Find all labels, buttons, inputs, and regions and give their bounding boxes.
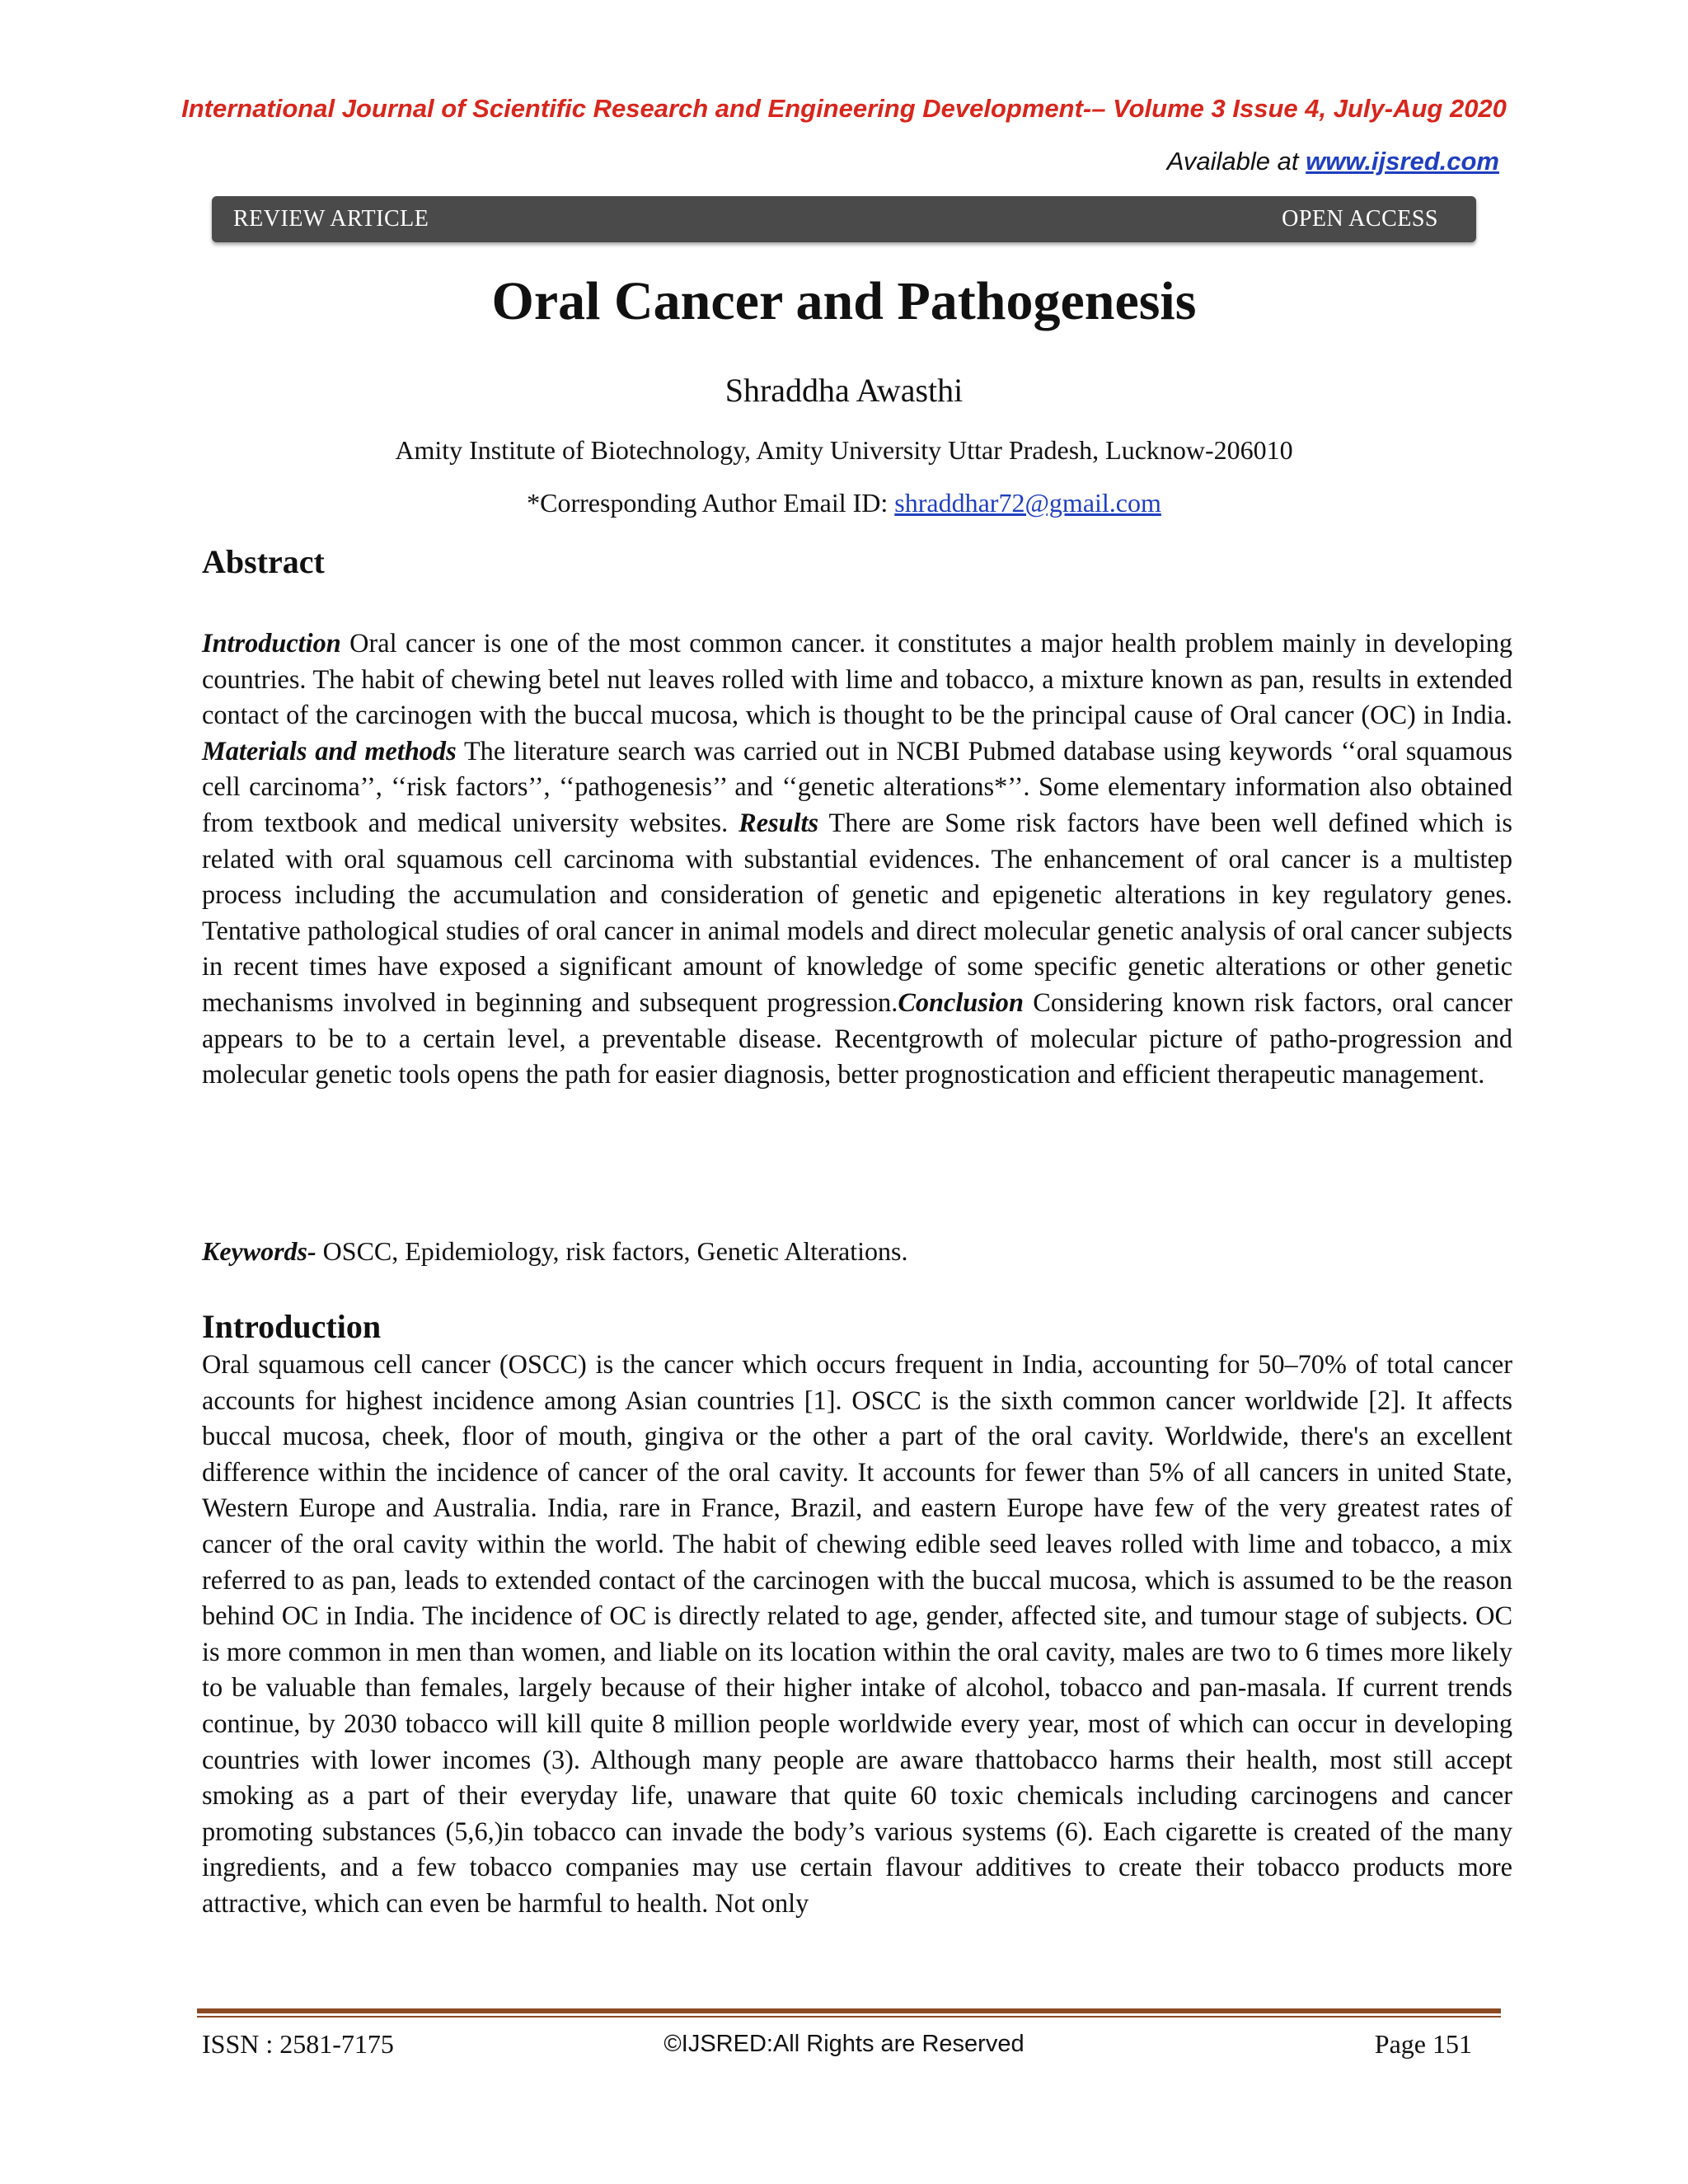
available-prefix: Available at [1166,147,1306,176]
abstract-results-label: Results [738,807,819,837]
abstract-conclusion-text: Considering known risk factors, oral cancer appears to be to a certain level, a preventable disease. Recentgrowth of molecular picture of patho-progression and molecular genetic tools opens the path for easier diagnosis, better prognostication and efficient therapeutic management. [202,987,1512,1090]
corresponding-author-line [0,488,1688,518]
paper-title: Oral Cancer and Pathogenesis [491,271,1197,331]
keywords-label: Keywords- [202,1236,316,1266]
abstract-paragraph [202,626,1512,1093]
footer-copyright: ©IJSRED:All Rights are Reserved [663,2031,1025,2057]
journal-website-link[interactable]: www.ijsred.com [1306,147,1499,176]
availability-line [1167,147,1499,176]
abstract-methods-label: Materials and methods [202,735,457,766]
abstract-conclusion-label: Conclusion [898,987,1024,1017]
email-label: *Corresponding Author Email ID: [527,488,895,518]
abstract-results-text: There are Some risk factors have been well defined which is related with oral squamous cell carcinoma with substantial evidences. The enhancement of oral cancer is a multistep process including the accumulation and consideration of genetic and epigenetic alterations in key regulatory genes. Tentative pathological studies of oral cancer in animal models and direct molecular genetic analysis of oral cancer subjects in recent times have exposed a significant amount of knowledge of some specific genetic alterations or other genetic mechanisms involved in beginning and subsequent progression. [202,807,1512,1017]
author-affiliation: Amity Institute of Biotechnology, Amity University Uttar Pradesh, Lucknow-206010 [395,435,1293,465]
introduction-heading: Introduction [202,1308,382,1345]
keywords-text: OSCC, Epidemiology, risk factors, Genetic Alterations. [316,1236,908,1266]
journal-header: International Journal of Scientific Research and Engineering Development-– Volume 3 Issue 4, July-Aug 2020 [181,94,1507,123]
keywords-line [202,1234,1512,1269]
introduction-paragraph: Oral squamous cell cancer (OSCC) is the cancer which occurs frequent in India, accounting for 50–70% of total cancer accounts for highest incidence among Asian countries [1]. OSCC is the sixth common cancer worldwide [2]. It affects buccal mucosa, cheek, floor of mouth, gingiva or the other a part of the oral cavity. Worldwide, there's an excellent difference within the incidence of cancer of the oral cavity. It accounts for fewer than 5% of all cancers in united State, Western Europe and Australia. India, rare in France, Brazil, and eastern Europe have few of the very greatest rates of cancer of the oral cavity within the world. The habit of chewing edible seed leaves rolled with lime and tobacco, a mix referred to as pan, leads to extended contact of the carcinogen with the buccal mucosa, which is assumed to be the reason behind OC in India. The incidence of OC is directly related to age, gender, affected site, and tumour stage of subjects. OC is more common in men than women, and liable on its location within the oral cavity, males are two to 6 times more likely to be valuable than females, largely because of their higher intake of alcohol, tobacco and pan-masala. If current trends continue, by 2030 tobacco will kill quite 8 million people worldwide every year, most of which can occur in developing countries with lower incomes (3). Although many people are aware thattobacco harms their health, most still accept smoking as a part of their everyday life, unaware that quite 60 toxic chemicals including carcinogens and cancer promoting substances (5,6,)in tobacco can invade the body’s various systems (6). Each cigarette is created of the many ingredients, and a few tobacco companies may use certain flavour additives to create their tobacco products more attractive, which can even be harmful to health. Not only [202,1349,1512,1918]
footer-page-number: Page 151 [1374,2029,1472,2059]
footer-divider [197,2008,1501,2013]
abstract-intro-text: Oral cancer is one of the most common cancer. it constitutes a major health problem mainly in developing countries. The habit of chewing betel nut leaves rolled with lime and tobacco, a mixture known as pan, results in extended contact of the carcinogen with the buccal mucosa, which is thought to be the principal cause of Oral cancer (OC) in India. [202,628,1512,730]
footer-issn: ISSN : 2581-7175 [202,2029,394,2059]
article-type-label: REVIEW ARTICLE [233,206,429,232]
access-type-label: OPEN ACCESS [1282,206,1438,232]
abstract-intro-label: Introduction [202,628,341,658]
abstract-methods-text: The literature search was carried out in NCBI Pubmed database using keywords ‘‘oral squamous cell carcinoma’’, ‘‘risk factors’’, ‘‘pathogenesis’’ and ‘‘genetic alterations*’’. Some elementary information also obtained from textbook and medical university websites. [202,735,1512,837]
article-type-bar [212,196,1476,242]
author-email-link[interactable]: shraddhar72@gmail.com [894,488,1161,518]
author-name: Shraddha Awasthi [724,372,964,409]
abstract-heading: Abstract [202,543,325,580]
